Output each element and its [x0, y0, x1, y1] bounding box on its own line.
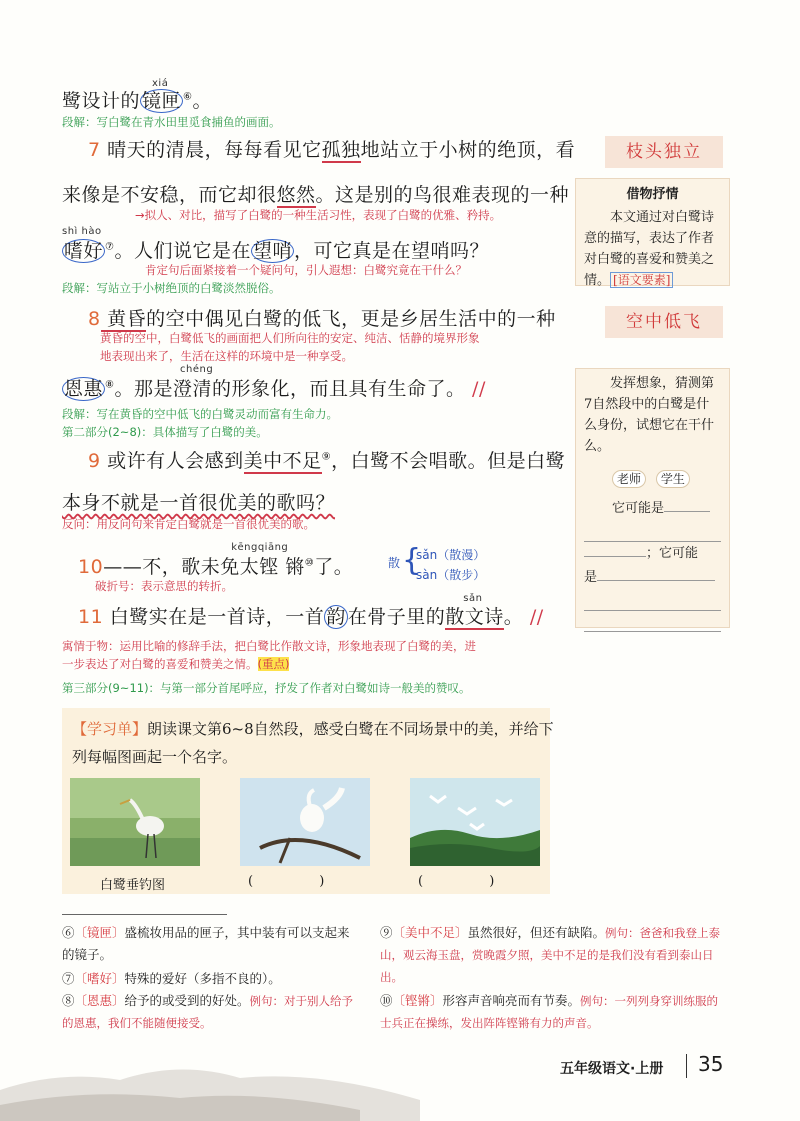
para9-note: 反问：用反问句来肯定白鹭就是一首很优美的歌。 — [62, 517, 315, 531]
para11-note2: 一步表达了对白鹭的喜爱和赞美之情。(重点) — [62, 657, 290, 671]
answer-blank[interactable] — [597, 580, 715, 581]
footnote-divider — [62, 914, 227, 915]
student-label: 学生 — [656, 470, 690, 488]
sidebar-tag-sky: 空中低飞 — [605, 306, 723, 338]
sidebar-tag-branch: 枝头独立 — [605, 136, 723, 168]
para10-note: 破折号：表示意思的转折。 — [95, 579, 233, 593]
study-sheet: 【学习单】朗读课文第6~8自然段，感受白鹭在不同场景中的美，并给下 列每幅图画起一个名字。 白鹭垂钓图 ( ) ( ) — [62, 708, 550, 894]
book-title: 五年级语文·上册 — [560, 1061, 664, 1077]
footer-divider — [686, 1054, 687, 1078]
caption-2-blank[interactable]: ( ) — [248, 874, 325, 889]
para7-line2: 来像是不安稳，而它却很悠然。这是别的鸟很难表现的一种 — [62, 184, 570, 206]
section-mark: // — [529, 606, 544, 628]
para8-note3: 段解：写在黄昏的空中低飞的白鹭灵动而富有生命力。 — [62, 407, 338, 421]
para10-line: 10 kēngqiāng ——不，歌未免太铿 锵⑩了。 — [78, 542, 354, 578]
key-point-badge: (重点) — [257, 657, 290, 671]
teacher-label: 老师 — [612, 470, 646, 488]
answer-blank[interactable] — [664, 511, 710, 512]
circled-word: 望哨 — [253, 240, 293, 262]
para6-line: 鹭设计的 xiá 镜匣 ⑥。 — [62, 78, 213, 112]
pinyin: chéng — [180, 364, 214, 375]
para11-note3: 第三部分(9~11)：与第一部分首尾呼应，抒发了作者对白鹭如诗一般美的赞叹。 — [62, 681, 471, 695]
circled-word: 恩惠 — [64, 378, 104, 400]
para11-note1: 寓情于物：运用比喻的修辞手法，把白鹭比作散文诗，形象地表现了白鹭的美，进 — [62, 639, 476, 653]
para11-line: 11 白鹭实在是一首诗，一首 韵 在骨子里的 sǎn 散文诗。 // — [78, 593, 544, 628]
pinyin: xiá — [152, 78, 169, 89]
brace-icon: { — [402, 543, 422, 578]
circled-word: 镜匣 — [142, 90, 182, 112]
sidebar-box-technique: 借物抒情 本文通过对白鹭诗意的描写，表达了作者对白鹭的喜爱和赞美之情。 [语文要素] — [575, 178, 730, 286]
answer-blank[interactable] — [584, 521, 721, 542]
para7-line3: shì hào 嗜好 ⑦。人们说它是在 望哨 ，可它真是在望哨吗？ — [62, 226, 490, 262]
para8-note1: 黄昏的空中，白鹭低飞的画面把人们所向往的安定、纯洁、恬静的境界形象 — [100, 331, 480, 345]
footnote-9: ⑨〔美中不足〕虽然很好，但还有缺陷。例句：爸爸和我登上泰山，观云海玉盘，赏晚霞夕照，美中不足的是我们没有看到泰山日出。 — [380, 925, 721, 984]
answer-blank[interactable] — [584, 611, 721, 632]
answer-blank[interactable] — [584, 556, 646, 557]
para7-line1: 7 晴天的清晨，每每看见它孤独地站立于小树的绝顶，看 — [88, 139, 576, 161]
ink-mountain-decoration — [0, 1040, 420, 1121]
para7-note1: →拟人、对比，描写了白鹭的一种生活习性，表现了白鹭的优雅、矜持。 — [135, 208, 502, 222]
para8-note2: 地表现出来了，生活在这样的环境中是一种享受。 — [100, 349, 353, 363]
egret-on-branch-image — [240, 778, 370, 866]
para8-line1: 8 黄昏的空中偶见白鹭的低飞，更是乡居生活中的一种 — [88, 308, 556, 330]
para8-line2: chéng 恩惠 ⑧。那是澄清的形象化，而且具有生命了。 // — [64, 364, 486, 400]
egret-fishing-image — [70, 778, 200, 866]
study-label: 【学习单】 — [72, 720, 148, 738]
pinyin: kēngqiāng — [231, 542, 289, 553]
egrets-flying-image — [410, 778, 540, 866]
footnote-7: ⑦〔嗜好〕特殊的爱好（多指不良的）。 — [62, 971, 281, 986]
caption-1: 白鹭垂钓图 — [100, 878, 166, 893]
footnote-8: ⑧〔恩惠〕给予的或受到的好处。例句：对于别人给予的恩惠，我们不能随便接受。 — [62, 993, 354, 1030]
para6-note: 段解：写白鹭在青水田里觅食捕鱼的画面。 — [62, 115, 281, 129]
sidebar-box-imagine: 发挥想象，猜测第7自然段中的白鹭是什么身份，试想它在干什么。 老师 学生 它可能是 ；它可能 是 — [575, 368, 730, 628]
para7-note3: 段解：写站立于小树绝顶的白鹭淡然脱俗。 — [62, 281, 281, 295]
circled-word: 韵 — [326, 606, 346, 628]
answer-blank[interactable] — [584, 590, 721, 611]
circled-word: 嗜好 — [64, 240, 104, 262]
pinyin: sǎn — [463, 593, 483, 604]
para9-line1: 9 或许有人会感到美中不足⑨，白鹭不会唱歌。但是白鹭 — [88, 450, 566, 472]
footnote-10: ⑩〔铿锵〕形容声音响亮而有节奏。例句：一列列身穿训练服的士兵正在操练，发出阵阵铿锵有力的声音。 — [380, 993, 719, 1030]
section-mark: // — [472, 378, 486, 400]
pinyin: shì hào — [62, 226, 102, 237]
para7-note2: 肯定句后面紧接着一个疑问句，引人遐想：白鹭究竟在干什么？ — [145, 263, 467, 277]
para9-line2: 本身不就是一首很优美的歌吗？ — [62, 492, 336, 514]
caption-3-blank[interactable]: ( ) — [418, 874, 495, 889]
footnote-6: ⑥〔镜匣〕盛梳妆用品的匣子，其中装有可以支起来的镜子。 — [62, 925, 350, 962]
page-number: 35 — [698, 1052, 724, 1076]
para8-note4: 第二部分(2~8)：具体描写了白鹭的美。 — [62, 425, 268, 439]
